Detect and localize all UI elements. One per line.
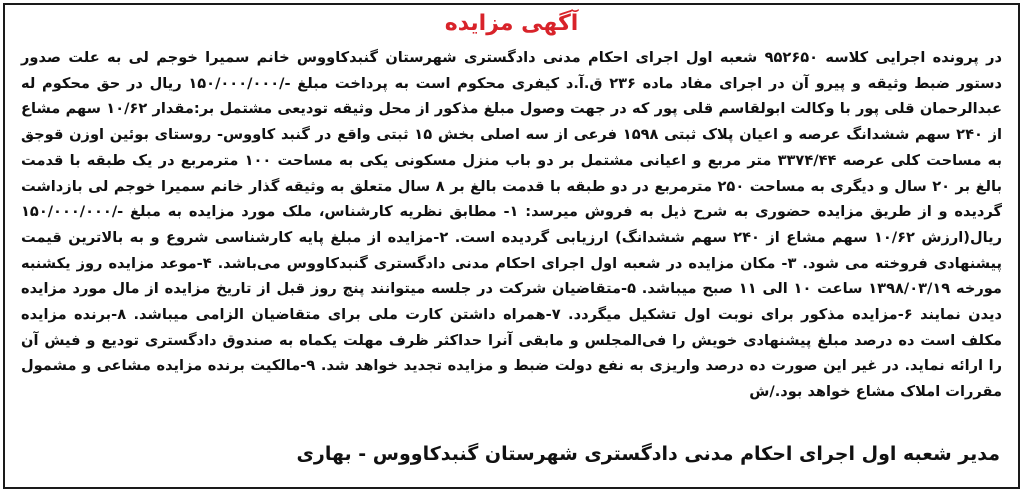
notice-signature: مدیر شعبه اول اجرای احکام مدنی دادگستری شهرستان گنبدکاووس - بهاری xyxy=(296,443,1000,465)
notice-body: در پرونده اجرایی کلاسه ۹۵۲۶۵۰ شعبه اول اجرای احکام مدنی دادگستری شهرستان گنبدکاووس خانم سمیرا خوجم لی به علت صدور دستور ضبط وثیقه و پیرو آن در اجرای مفاد ماده ۲۳۶ ق.آ.د کیفری محکوم است به پرداخت مبلغ -/۱۵۰/۰۰۰/۰۰۰ ریال در حق محکوم له عبدالرحمان قلی پور با وکالت ابولقاسم قلی پور که در جهت وصول مبلغ مذکور از محل وثیقه تودیعی مشتمل بر:مقدار ۱۰/۶۲ سهم مشاع از ۲۴۰ سهم ششدانگ عرصه و اعیان پلاک ثبتی ۱۵۹۸ فرعی از سه اصلی بخش ۱۵ ثبتی واقع در گنبد کاووس- روستای بوئین اوزن قوجق به مساحت کلی عرصه ۳۳۷۴/۴۴ متر مربع و اعیانی مشتمل بر دو باب منزل مسکونی یکی به مساحت ۱۰۰ مترمربع در یک طبقه با قدمت بالغ بر ۲۰ سال و دیگری به مساحت ۲۵۰ مترمربع در دو طبقه با قدمت بالغ بر ۸ سال متعلق به وثیقه گذار خانم سمیرا خوجم لی بازداشت گردیده و از طریق مزایده حضوری به شرح ذیل به فروش میرسد: ۱- مطابق نظریه کارشناس، ملک مورد مزایده به مبلغ -/۱۵۰/۰۰۰/۰۰۰ ریال(ارزش ۱۰/۶۲ سهم مشاع از ۲۴۰ سهم ششدانگ) ارزیابی گردیده است. ۲-مزایده از مبلغ پایه کارشناسی شروع و به بالاترین قیمت پیشنهادی فروخته می شود. ۳- مکان مزایده در شعبه اول اجرای احکام مدنی دادگستری گنبدکاووس می‌باشد. ۴-موعد مزایده روز یکشنبه مورخه ۱۳۹۸/۰۳/۱۹ ساعت ۱۰ الی ۱۱ صبح میباشد. ۵-متقاضیان شرکت در جلسه میتوانند پنج روز قبل از تاریخ مزایده از مال مورد مزایده دیدن نمایند ۶-مزایده مذکور برای نوبت اول تشکیل میگردد. ۷-همراه داشتن کارت ملی برای متقاضیان الزامی میباشد. ۸-برنده مزایده مکلف است ده درصد مبلغ پیشنهادی خویش را فی‌المجلس و مابقی آنرا حداکثر ظرف مهلت یکماه به صندوق دادگستری تودیع و فیش آن را ارائه نماید. در غیر این صورت ده درصد واریزی به نفع دولت ضبط و مزایده تجدید خواهد شد. ۹-مالکیت برنده مزایده مشاعی و مشمول مقررات املاک مشاع خواهد بود./ش xyxy=(21,49,1003,401)
auction-notice xyxy=(3,3,1020,489)
notice-title: آگهی مزایده xyxy=(444,11,579,36)
